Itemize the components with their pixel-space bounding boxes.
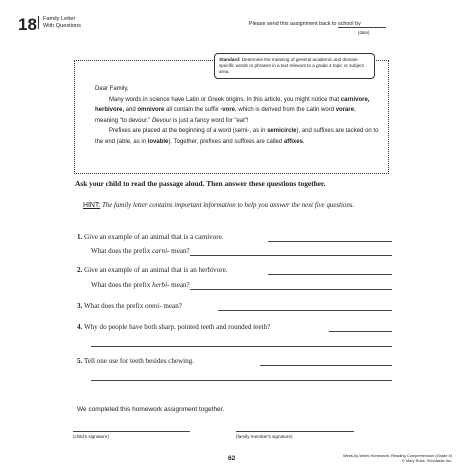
question-text: mean? bbox=[169, 281, 190, 289]
letter-text: Prefixes are placed at the beginning of a word (semi-, as in bbox=[109, 128, 268, 135]
answer-line-1b[interactable] bbox=[190, 255, 392, 256]
date-label: (date) bbox=[358, 30, 370, 35]
letter-text: and bbox=[124, 107, 138, 114]
child-signature-label: (child's signature) bbox=[73, 434, 109, 439]
family-signature-label: (family member's signature) bbox=[236, 434, 293, 439]
letter-text: is just a fancy word for "eat"! bbox=[171, 117, 249, 124]
prefix-carni: carni- bbox=[152, 247, 170, 255]
question-text: Why do people have both sharp, pointed teeth and rounded teeth? bbox=[83, 323, 271, 331]
standard-label: Standard: bbox=[219, 57, 241, 62]
prefix-herbi: herbi- bbox=[152, 281, 170, 289]
credit-line-1: Week-by-Week Homework: Reading Comprehension (Grade 4) bbox=[342, 453, 452, 458]
answer-line-2b[interactable] bbox=[190, 289, 392, 290]
family-signature-line[interactable] bbox=[236, 431, 354, 432]
question-number: 2. bbox=[77, 266, 83, 274]
answer-line-3[interactable] bbox=[218, 310, 392, 311]
prefix-omni: omni- bbox=[145, 302, 162, 310]
question-number: 1. bbox=[77, 233, 83, 241]
question-5 bbox=[77, 357, 194, 365]
letter-text: word bbox=[321, 107, 336, 114]
question-text: What does the prefix bbox=[91, 247, 153, 255]
due-date-line[interactable] bbox=[338, 27, 386, 28]
answer-line-1a[interactable] bbox=[268, 241, 392, 242]
title-line-2: With Questions bbox=[43, 22, 81, 29]
letter-text: ). Together, prefixes and suffixes are called bbox=[168, 138, 284, 145]
completion-statement: We completed this homework assignment together. bbox=[77, 406, 225, 413]
standard-box bbox=[214, 53, 375, 79]
credit-line-2: © Mary Rose, Scholastic Inc. bbox=[401, 458, 452, 464]
question-text: What does the prefix bbox=[83, 302, 146, 310]
question-number: 3. bbox=[77, 302, 83, 310]
page-number: 62 bbox=[228, 455, 236, 462]
answer-line-4a[interactable] bbox=[329, 331, 392, 332]
term-affixes: affixes bbox=[283, 138, 303, 145]
title-line-1: Family Letter bbox=[43, 16, 76, 22]
answer-line-4b[interactable] bbox=[91, 346, 392, 347]
letter-paragraph-2 bbox=[95, 126, 379, 147]
term-vorare: vorare bbox=[335, 107, 355, 114]
letter-text: Many words in science have Latin or Greek origins. In this article, you might notice that bbox=[109, 96, 340, 103]
child-signature-line[interactable] bbox=[73, 431, 190, 432]
question-number: 4. bbox=[77, 323, 83, 331]
send-back-text: Please send this assignment back to school by bbox=[249, 21, 361, 27]
letter-text: , meaning "to devour." bbox=[95, 107, 356, 124]
question-1 bbox=[77, 233, 224, 241]
term-lovable: lovable bbox=[147, 138, 169, 145]
question-4 bbox=[77, 323, 270, 331]
hint-label: HINT: bbox=[83, 202, 101, 209]
letter-text: all contain the suffix bbox=[164, 107, 221, 114]
letter-greeting: Dear Family, bbox=[95, 86, 129, 92]
hint bbox=[83, 201, 393, 211]
standard-text: Determine the meaning of general academic and domain-specific words or phrases in a text relevant to a grade 4 topic or subject area. bbox=[219, 57, 364, 75]
letter-text: tacked on to the end (able, as in bbox=[95, 128, 379, 145]
term-vore: -vore bbox=[220, 107, 235, 114]
hint-text: The family letter contains important information to help you answer the next five questions. bbox=[100, 202, 355, 209]
question-1-sub bbox=[91, 247, 190, 255]
question-text: mean? bbox=[169, 247, 190, 255]
answer-line-5b[interactable] bbox=[91, 380, 392, 381]
question-2 bbox=[77, 266, 228, 274]
assignment-title bbox=[38, 16, 81, 29]
question-number: 5. bbox=[77, 357, 83, 365]
answer-line-5a[interactable] bbox=[260, 365, 392, 366]
letter-text: , which is derived from the Latin bbox=[234, 107, 320, 114]
assignment-number: 18 bbox=[18, 15, 37, 34]
question-3 bbox=[77, 302, 182, 310]
answer-line-2a[interactable] bbox=[268, 274, 392, 275]
question-text: What does the prefix bbox=[91, 281, 153, 289]
question-text: Tell one use for teeth besides chewing. bbox=[83, 357, 194, 365]
letter-text: ), and suffixes are bbox=[296, 128, 345, 135]
instructions: Ask your child to read the passage aloud. Then answer these questions together. bbox=[75, 179, 326, 188]
term-devour: Devour bbox=[151, 117, 172, 124]
question-text: mean? bbox=[161, 302, 182, 310]
term-carnivore-herbivore: carnivore, herbivore, bbox=[95, 96, 370, 114]
term-omnivore: omnivore bbox=[137, 107, 165, 114]
letter-text: . bbox=[302, 138, 305, 145]
credit-line bbox=[340, 453, 452, 464]
question-2-sub bbox=[91, 281, 190, 289]
term-semicircle: semicircle bbox=[267, 128, 297, 135]
question-text: Give an example of an animal that is a carnivore. bbox=[84, 233, 224, 241]
letter-paragraph-1 bbox=[95, 95, 379, 127]
question-text: Give an example of an animal that is an herbivore. bbox=[84, 266, 228, 274]
family-letter bbox=[95, 84, 379, 148]
